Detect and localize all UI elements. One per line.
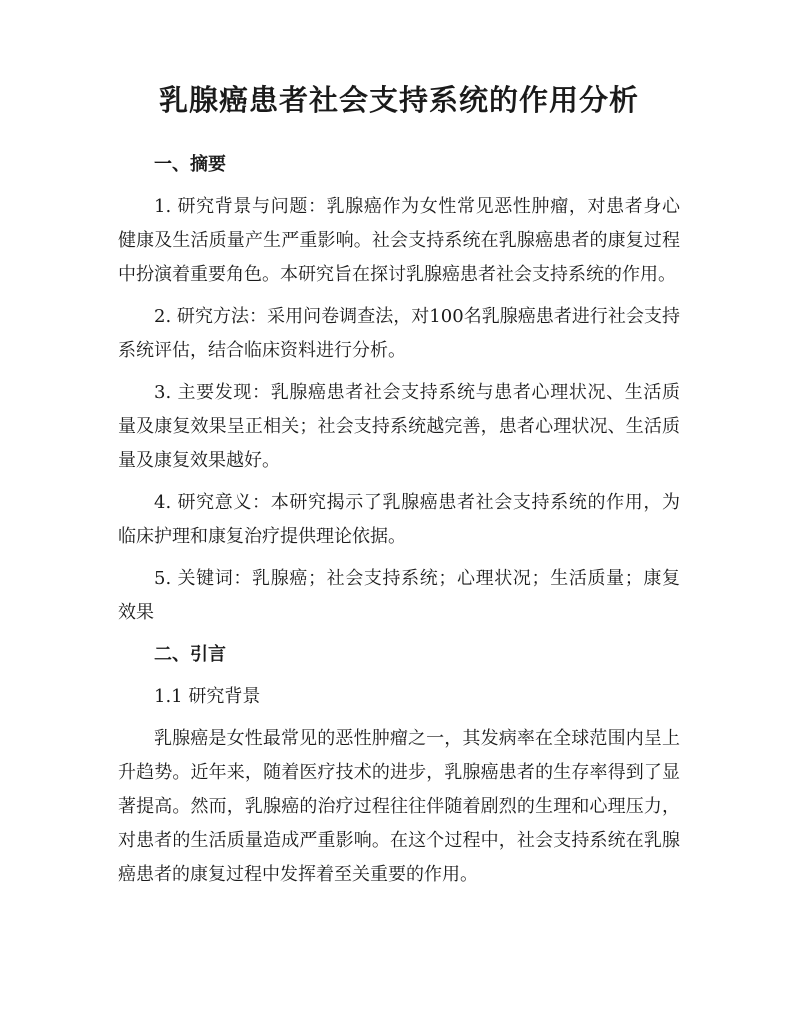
introduction-paragraph: 乳腺癌是女性最常见的恶性肿瘤之一，其发病率在全球范围内呈上升趋势。近年来，随着医疗技术的进步，乳腺癌患者的生存率得到了显著提高。然而，乳腺癌的治疗过程往往伴随着剧烈的生理和心理压力，对患者的生活质量造成严重影响。在这个过程中，社会支持系统在乳腺癌患者的康复过程中发挥着至关重要的作用。: [118, 727, 680, 885]
abstract-heading: 一、摘要: [154, 153, 226, 175]
abstract-item-4: 4. 研究意义：本研究揭示了乳腺癌患者社会支持系统的作用，为临床护理和康复治疗提供理论依据。: [118, 491, 680, 547]
research-background-subheading: 1.1 研究背景: [154, 685, 261, 707]
document-page: [118, 82, 680, 900]
abstract-item-2: 2. 研究方法：采用问卷调查法，对100名乳腺癌患者进行社会支持系统评估，结合临床资料进行分析。: [118, 305, 680, 361]
abstract-item-5: 5. 关键词：乳腺癌；社会支持系统；心理状况；生活质量；康复效果: [118, 567, 680, 623]
document-title: 乳腺癌患者社会支持系统的作用分析: [158, 83, 639, 117]
introduction-heading: 二、引言: [154, 643, 226, 665]
abstract-item-1: 1. 研究背景与问题：乳腺癌作为女性常见恶性肿瘤，对患者身心健康及生活质量产生严重影响。社会支持系统在乳腺癌患者的康复过程中扮演着重要角色。本研究旨在探讨乳腺癌患者社会支持系统的作用。: [118, 195, 680, 285]
abstract-item-3: 3. 主要发现：乳腺癌患者社会支持系统与患者心理状况、生活质量及康复效果呈正相关；社会支持系统越完善，患者心理状况、生活质量及康复效果越好。: [118, 381, 680, 471]
